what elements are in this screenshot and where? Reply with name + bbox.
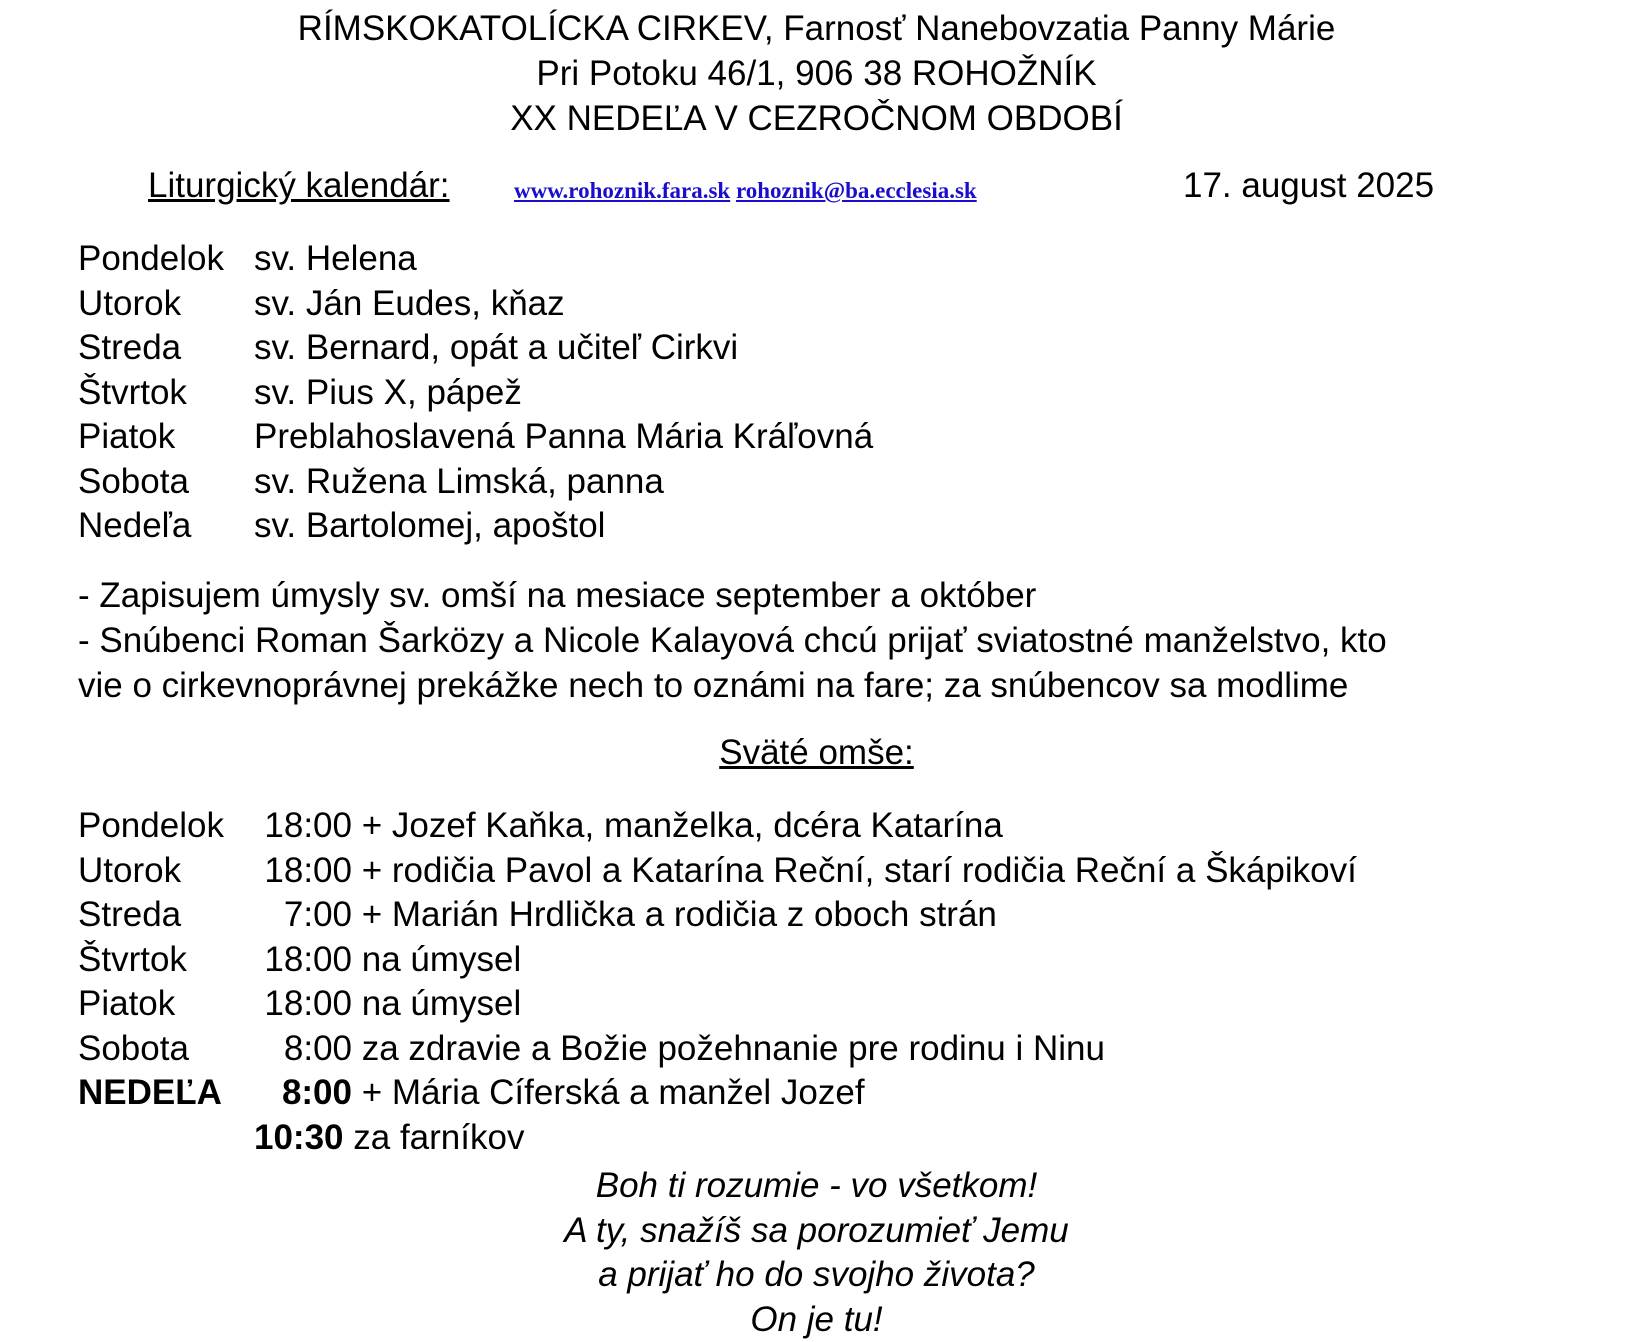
sunday-title: XX NEDEĽA V CEZROČNOM OBDOBÍ (0, 96, 1633, 141)
mass-time: 8:00 (254, 1071, 352, 1116)
mass-time: 18:00 (254, 938, 352, 983)
quote-line: On je tu! (0, 1298, 1633, 1342)
mass-day: NEDEĽA (78, 1071, 222, 1116)
mass-day: Pondelok (78, 804, 224, 849)
mass-day: Sobota (78, 1027, 189, 1072)
bulletin-date: 17. august 2025 (1183, 166, 1434, 206)
closing-quote (0, 1164, 1633, 1342)
calendar-label: Liturgický kalendár: (148, 166, 450, 206)
calendar-day: Pondelok (78, 237, 224, 282)
quote-line: A ty, snažíš sa porozumieť Jemu (0, 1209, 1633, 1254)
mass-intention: + Mária Cíferská a manžel Jozef (362, 1073, 865, 1112)
mass-intention: za farníkov (353, 1118, 524, 1157)
info-line (0, 166, 1633, 216)
calendar-day: Štvrtok (78, 371, 187, 416)
calendar-saint: sv. Ružena Limská, panna (254, 460, 664, 505)
mass-time: 8:00 (254, 1027, 352, 1072)
mass-intention: + rodičia Pavol a Katarína Reční, starí rodičia Reční a Škápikoví (362, 851, 1357, 890)
email-link[interactable]: rohoznik@ba.ecclesia.sk (736, 178, 977, 203)
mass-day: Piatok (78, 982, 175, 1027)
announcements (78, 573, 1558, 708)
mass-intention: za zdravie a Božie požehnanie pre rodinu i Ninu (362, 1029, 1105, 1068)
announcement-item: - Zapisujem úmysly sv. omší na mesiace september a október (78, 573, 1558, 618)
masses-heading-text: Sväté omše: (719, 733, 914, 772)
mass-time: 18:00 (254, 804, 352, 849)
mass-time: 18:00 (254, 982, 352, 1027)
quote-line: Boh ti rozumie - vo všetkom! (0, 1164, 1633, 1209)
calendar-saint: Preblahoslavená Panna Mária Kráľovná (254, 415, 873, 460)
mass-intention: na úmysel (362, 940, 522, 979)
quote-line: a prijať ho do svojho života? (0, 1253, 1633, 1298)
website-link[interactable]: www.rohoznik.fara.sk (514, 178, 730, 203)
mass-time: 10:30 (254, 1118, 344, 1157)
mass-day: Štvrtok (78, 938, 187, 983)
mass-time: 7:00 (254, 893, 352, 938)
mass-day: Streda (78, 893, 181, 938)
masses-heading (0, 733, 1633, 773)
calendar-saint: sv. Pius X, pápež (254, 371, 522, 416)
calendar-saint: sv. Bartolomej, apoštol (254, 504, 605, 549)
announcement-item: - Snúbenci Roman Šarközy a Nicole Kalayová chcú prijať sviatostné manželstvo, kto (78, 618, 1558, 663)
calendar-saint: sv. Ján Eudes, kňaz (254, 282, 565, 327)
calendar-day: Utorok (78, 282, 181, 327)
parish-name: RÍMSKOKATOLÍCKA CIRKEV, Farnosť Nanebovzatia Panny Márie (0, 6, 1633, 51)
mass-intention: na úmysel (362, 984, 522, 1023)
mass-intention: + Marián Hrdlička a rodičia z oboch strán (362, 895, 997, 934)
contact-links (514, 178, 977, 204)
calendar-day: Nedeľa (78, 504, 191, 549)
calendar-day: Streda (78, 326, 181, 371)
calendar-saint: sv. Helena (254, 237, 417, 282)
calendar-saint: sv. Bernard, opát a učiteľ Cirkvi (254, 326, 738, 371)
announcement-continuation: vie o cirkevnoprávnej prekážke nech to oznámi na fare; za snúbencov sa modlime (78, 663, 1558, 708)
parish-header (0, 6, 1633, 141)
parish-address: Pri Potoku 46/1, 906 38 ROHOŽNÍK (0, 51, 1633, 96)
calendar-day: Piatok (78, 415, 175, 460)
calendar-day: Sobota (78, 460, 189, 505)
mass-intention: + Jozef Kaňka, manželka, dcéra Katarína (362, 806, 1003, 845)
mass-time: 18:00 (254, 849, 352, 894)
mass-day: Utorok (78, 849, 181, 894)
